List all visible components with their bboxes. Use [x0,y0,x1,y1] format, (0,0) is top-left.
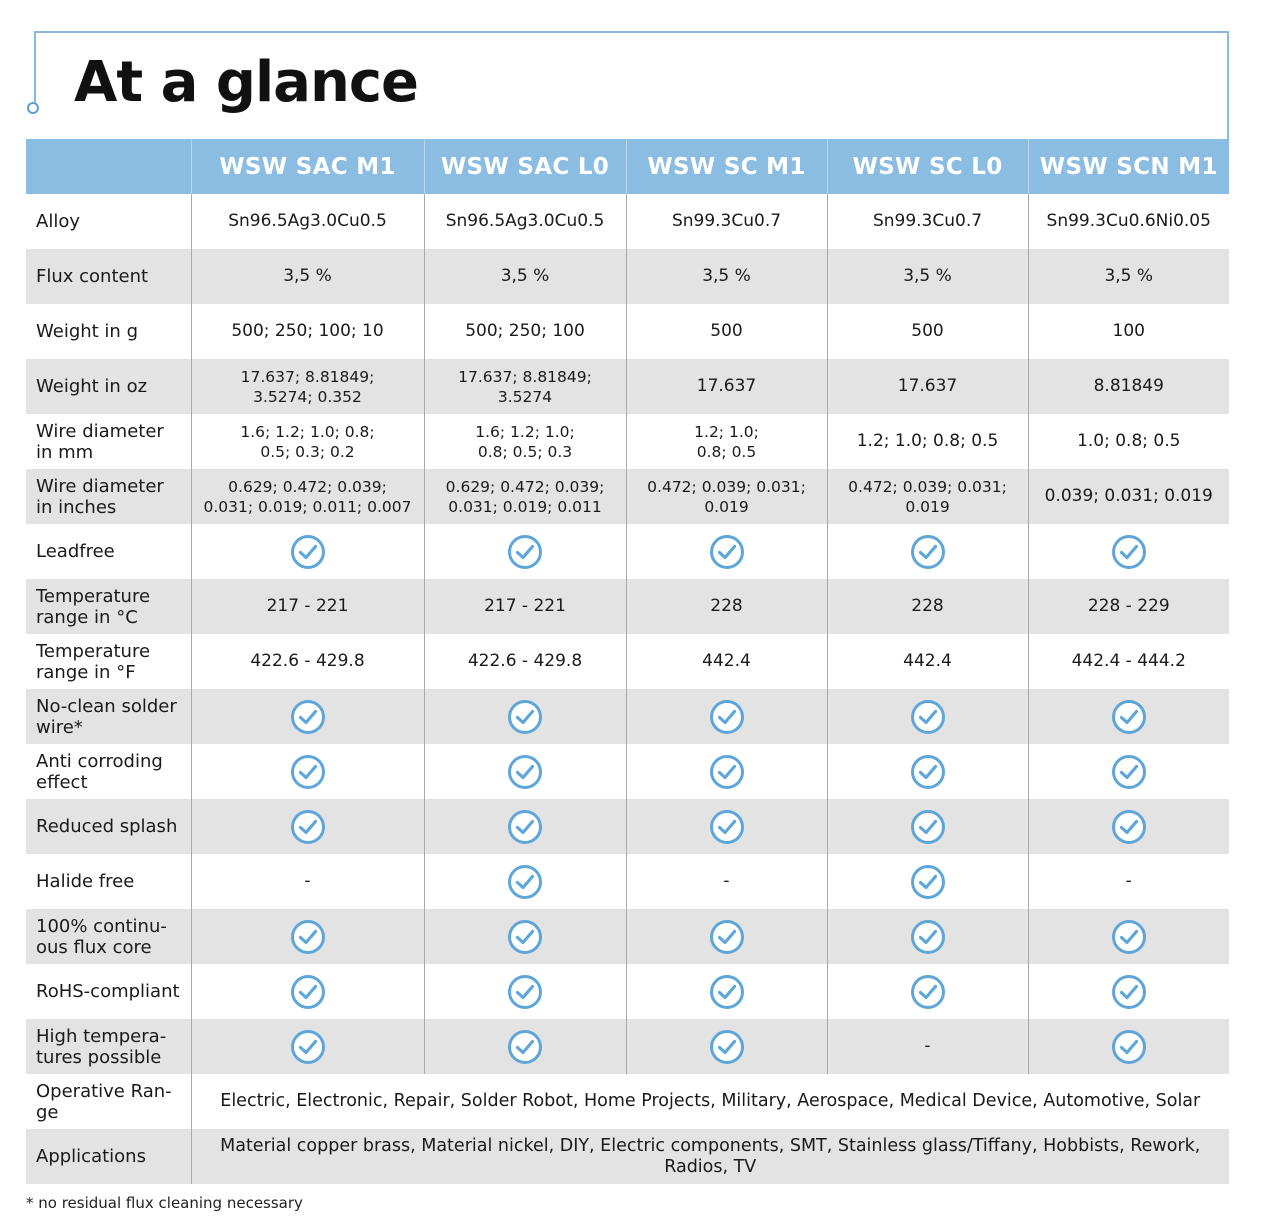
check-cell [1028,909,1229,964]
table-row [26,469,1229,524]
table-row [26,1019,1229,1074]
header-row [26,139,1229,194]
table-cell: 17.637; 8.81849; 3.5274 [424,359,626,414]
check-cell [827,524,1028,579]
table-row [26,524,1229,579]
check-circle-icon [506,698,544,736]
table-cell: 217 - 221 [191,579,424,634]
table-cell: 500 [626,304,827,359]
row-label: Alloy [26,194,191,249]
table-cell: - [191,854,424,909]
table-cell: 500 [827,304,1028,359]
check-cell [1028,1019,1229,1074]
table-row [26,909,1229,964]
table-row [26,1074,1229,1129]
table-cell: 217 - 221 [424,579,626,634]
frame-top-line [34,31,1228,33]
table-cell: 422.6 - 429.8 [424,634,626,689]
table-cell: 442.4 [827,634,1028,689]
table-cell: 3,5 % [424,249,626,304]
check-circle-icon [909,863,947,901]
check-cell [626,744,827,799]
table-cell: - [827,1019,1028,1074]
check-circle-icon [708,753,746,791]
table-body [26,194,1229,1184]
check-circle-icon [289,918,327,956]
footnote: * no residual flux cleaning necessary [26,1194,303,1212]
row-label: Weight in g [26,304,191,359]
table-cell: 17.637; 8.81849; 3.5274; 0.352 [191,359,424,414]
check-circle-icon [708,973,746,1011]
table-row [26,249,1229,304]
row-label: Applications [26,1129,191,1184]
check-circle-icon [708,918,746,956]
page-title: At a glance [74,50,419,115]
check-cell [191,1019,424,1074]
comparison-table [26,139,1229,1184]
check-circle-icon [909,808,947,846]
table-cell: Sn99.3Cu0.6Ni0.05 [1028,194,1229,249]
check-cell [1028,964,1229,1019]
check-circle-icon [289,1028,327,1066]
header-corner [26,139,191,194]
check-circle-icon [1110,918,1148,956]
check-cell [424,524,626,579]
check-circle-icon [506,863,544,901]
check-cell [827,854,1028,909]
check-circle-icon [506,1028,544,1066]
check-circle-icon [909,753,947,791]
check-cell [191,799,424,854]
table-cell: 1.2; 1.0; 0.8; 0.5 [626,414,827,469]
table-row [26,1129,1229,1184]
check-circle-icon [289,698,327,736]
check-circle-icon [289,533,327,571]
row-span-cell: Electric, Electronic, Repair, Solder Robot, Home Projects, Military, Aerospace, Medical Device, Automotive, Solar [191,1074,1229,1129]
table-row [26,689,1229,744]
table-cell: 422.6 - 429.8 [191,634,424,689]
check-circle-icon [289,973,327,1011]
check-cell [1028,524,1229,579]
check-circle-icon [1110,808,1148,846]
check-cell [827,744,1028,799]
table-cell: 3,5 % [1028,249,1229,304]
table-cell: 228 [827,579,1028,634]
check-cell [424,689,626,744]
check-cell [626,524,827,579]
table-cell: 500; 250; 100 [424,304,626,359]
check-circle-icon [1110,1028,1148,1066]
table-cell: 8.81849 [1028,359,1229,414]
table-cell: 1.6; 1.2; 1.0; 0.8; 0.5; 0.3; 0.2 [191,414,424,469]
check-circle-icon [909,973,947,1011]
table-cell: Sn99.3Cu0.7 [626,194,827,249]
table-cell: 1.2; 1.0; 0.8; 0.5 [827,414,1028,469]
check-cell [827,689,1028,744]
table-cell: Sn96.5Ag3.0Cu0.5 [424,194,626,249]
check-circle-icon [506,918,544,956]
column-header: WSW SAC M1 [191,139,424,194]
check-cell [191,689,424,744]
table-cell: Sn99.3Cu0.7 [827,194,1028,249]
table-cell: - [1028,854,1229,909]
row-label: Leadfree [26,524,191,579]
check-cell [191,909,424,964]
table-cell: 228 [626,579,827,634]
check-cell [191,524,424,579]
table-cell: 0.039; 0.031; 0.019 [1028,469,1229,524]
table-cell: 1.0; 0.8; 0.5 [1028,414,1229,469]
table-cell: - [626,854,827,909]
row-label: Temperature range in °C [26,579,191,634]
check-cell [626,799,827,854]
check-circle-icon [909,918,947,956]
table-cell: 1.6; 1.2; 1.0; 0.8; 0.5; 0.3 [424,414,626,469]
check-cell [1028,689,1229,744]
check-circle-icon [1110,698,1148,736]
table-cell: 442.4 - 444.2 [1028,634,1229,689]
check-cell [191,964,424,1019]
table-row [26,634,1229,689]
table-cell: 442.4 [626,634,827,689]
table-cell: 17.637 [626,359,827,414]
check-circle-icon [909,533,947,571]
row-label: Halide free [26,854,191,909]
row-label: High tempera- tures possible [26,1019,191,1074]
check-cell [424,744,626,799]
row-label: Weight in oz [26,359,191,414]
table-cell: 228 - 229 [1028,579,1229,634]
check-cell [827,909,1028,964]
check-cell [827,964,1028,1019]
check-cell [626,689,827,744]
check-cell [424,909,626,964]
row-label: 100% continu- ous flux core [26,909,191,964]
check-circle-icon [909,698,947,736]
check-circle-icon [1110,973,1148,1011]
row-label: Operative Ran- ge [26,1074,191,1129]
check-circle-icon [708,1028,746,1066]
table-cell: 3,5 % [191,249,424,304]
table-cell: 0.472; 0.039; 0.031; 0.019 [626,469,827,524]
check-circle-icon [1110,753,1148,791]
table-cell: 17.637 [827,359,1028,414]
table-cell: 500; 250; 100; 10 [191,304,424,359]
row-span-cell: Material copper brass, Material nickel, DIY, Electric components, SMT, Stainless glass/Tiffany, Hobbists, Rework, Radios, TV [191,1129,1229,1184]
check-cell [626,909,827,964]
table-row [26,194,1229,249]
column-header: WSW SC L0 [827,139,1028,194]
table-header [26,139,1229,194]
table-cell: 0.472; 0.039; 0.031; 0.019 [827,469,1028,524]
check-cell [424,854,626,909]
row-label: Wire diameter in mm [26,414,191,469]
table-cell: 0.629; 0.472; 0.039; 0.031; 0.019; 0.011 [424,469,626,524]
column-header: WSW SAC L0 [424,139,626,194]
frame-left-line [34,31,36,104]
table-cell: 0.629; 0.472; 0.039; 0.031; 0.019; 0.011; 0.007 [191,469,424,524]
check-circle-icon [289,753,327,791]
check-circle-icon [1110,533,1148,571]
table-cell: 3,5 % [626,249,827,304]
check-cell [626,964,827,1019]
table-row [26,304,1229,359]
column-header: WSW SC M1 [626,139,827,194]
check-circle-icon [708,698,746,736]
table-row [26,359,1229,414]
frame-corner-dot [27,102,39,114]
column-header: WSW SCN M1 [1028,139,1229,194]
table-cell: 100 [1028,304,1229,359]
table-row [26,579,1229,634]
check-circle-icon [708,533,746,571]
table-row [26,744,1229,799]
row-label: Temperature range in °F [26,634,191,689]
check-circle-icon [506,533,544,571]
table-row [26,964,1229,1019]
row-label: No-clean solder wire* [26,689,191,744]
check-circle-icon [506,973,544,1011]
row-label: Flux content [26,249,191,304]
check-circle-icon [506,753,544,791]
table-row [26,854,1229,909]
check-cell [424,799,626,854]
check-cell [626,1019,827,1074]
check-circle-icon [289,808,327,846]
row-label: Wire diameter in inches [26,469,191,524]
check-circle-icon [506,808,544,846]
row-label: Reduced splash [26,799,191,854]
check-cell [191,744,424,799]
check-cell [424,1019,626,1074]
check-cell [424,964,626,1019]
row-label: RoHS-compliant [26,964,191,1019]
table-cell: Sn96.5Ag3.0Cu0.5 [191,194,424,249]
check-cell [1028,799,1229,854]
table-row [26,414,1229,469]
check-cell [1028,744,1229,799]
row-label: Anti corroding effect [26,744,191,799]
check-circle-icon [708,808,746,846]
check-cell [827,799,1028,854]
table-cell: 3,5 % [827,249,1028,304]
table-row [26,799,1229,854]
